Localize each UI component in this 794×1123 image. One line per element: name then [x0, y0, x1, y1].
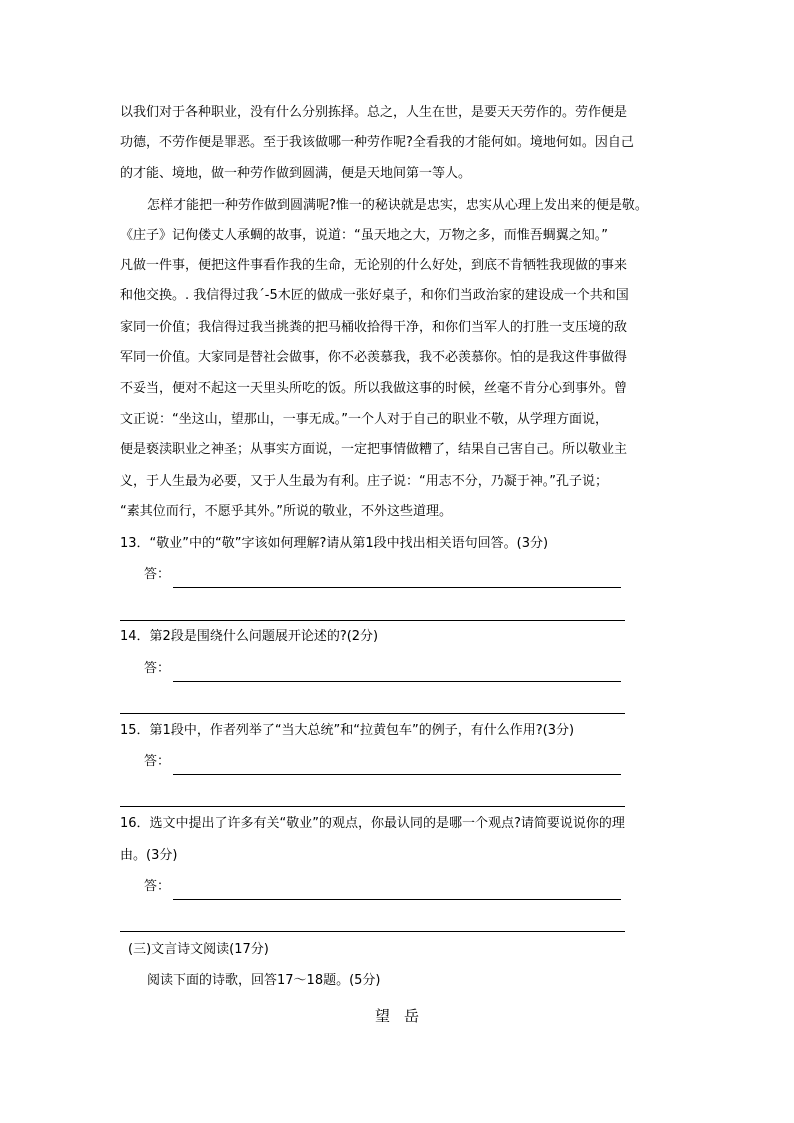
answer-line-q13-second[interactable] — [120, 620, 625, 621]
answer-line-q16[interactable] — [173, 899, 621, 900]
passage-line: 文正说：“坐这山，望那山，一事无成。”一个人对于自己的职业不敬，从学理方面说， — [120, 412, 608, 427]
passage-line: 的才能、境地，做一种劳作做到圆满，便是天地间第一等人。 — [120, 166, 472, 181]
passage-line: 功德，不劳作便是罪恶。至于我该做哪一种劳作呢?全看我的才能何如。境地何如。因自己 — [120, 135, 634, 150]
answer-line-q15-second[interactable] — [120, 806, 625, 807]
answer-line-q14[interactable] — [173, 681, 621, 682]
passage-line: 《庄子》记佝偻丈人承蜩的故事，说道：“虽天地之大，万物之多，而惟吾蜩翼之知。” — [120, 228, 608, 243]
passage-line: 军同一价值。大家同是替社会做事，你不必羡慕我，我不必羡慕你。怕的是我这件事做得 — [120, 350, 628, 365]
passage-line: 凡做一件事，便把这件事看作我的生命，无论别的什么好处，到底不肯牺牲我现做的事来 — [120, 258, 628, 273]
passage-line: 以我们对于各种职业，没有什么分别拣择。总之，人生在世，是要天天劳作的。劳作便是 — [120, 105, 628, 120]
answer-label: 答： — [144, 661, 171, 676]
passage-line: 便是亵渎职业之神圣；从事实方面说，一定把事情做糟了，结果自己害自己。所以敬业主 — [120, 442, 628, 457]
answer-line-q14-second[interactable] — [120, 713, 625, 714]
question-13: 13．“敬业”中的“敬”字该如何理解?请从第1段中找出相关语句回答。(3分) — [120, 536, 549, 551]
poem-title: 望岳 — [374, 1007, 433, 1025]
passage-line: 怎样才能把一种劳作做到圆满呢?惟一的秘诀就是忠实，忠实从心理上发出来的便是敬。 — [147, 198, 648, 213]
question-16-continued: 由。(3分) — [120, 848, 178, 863]
answer-label: 答： — [144, 567, 171, 582]
answer-label: 答： — [144, 879, 171, 894]
passage-line: 不妥当，便对不起这一天里头所吃的饭。所以我做这事的时候，丝毫不肯分心到事外。曾 — [120, 381, 628, 396]
answer-label: 答： — [144, 754, 171, 769]
question-16: 16．选文中提出了许多有关“敬业”的观点，你最认同的是哪一个观点?请简要说说你的理 — [120, 816, 625, 831]
question-15: 15．第1段中，作者列举了“当大总统”和“拉黄包车”的例子，有什么作用?(3分) — [120, 723, 575, 738]
section-instruction: 阅读下面的诗歌，回答17～18题。(5分) — [147, 973, 381, 988]
passage-line: 和他交换。. 我信得过我´-5木匠的做成一张好桌子，和你们当政治家的建设成一个共和国 — [120, 288, 629, 303]
passage-line: 义，于人生最为必要，又于人生最为有利。庄子说：“用志不分，乃凝于神。”孔子说； — [120, 474, 608, 489]
answer-line-q15[interactable] — [173, 774, 621, 775]
answer-line-q13[interactable] — [173, 587, 621, 588]
passage-line: “素其位而行，不愿乎其外。”所说的敬业，不外这些道理。 — [120, 504, 452, 519]
passage-line: 家同一价值；我信得过我当挑粪的把马桶收拾得干净，和你们当军人的打胜一支压境的敌 — [120, 320, 628, 335]
section-heading: (三)文言诗文阅读(17分) — [128, 942, 269, 957]
answer-line-q16-second[interactable] — [120, 931, 625, 932]
question-14: 14．第2段是围绕什么问题展开论述的?(2分) — [120, 629, 379, 644]
